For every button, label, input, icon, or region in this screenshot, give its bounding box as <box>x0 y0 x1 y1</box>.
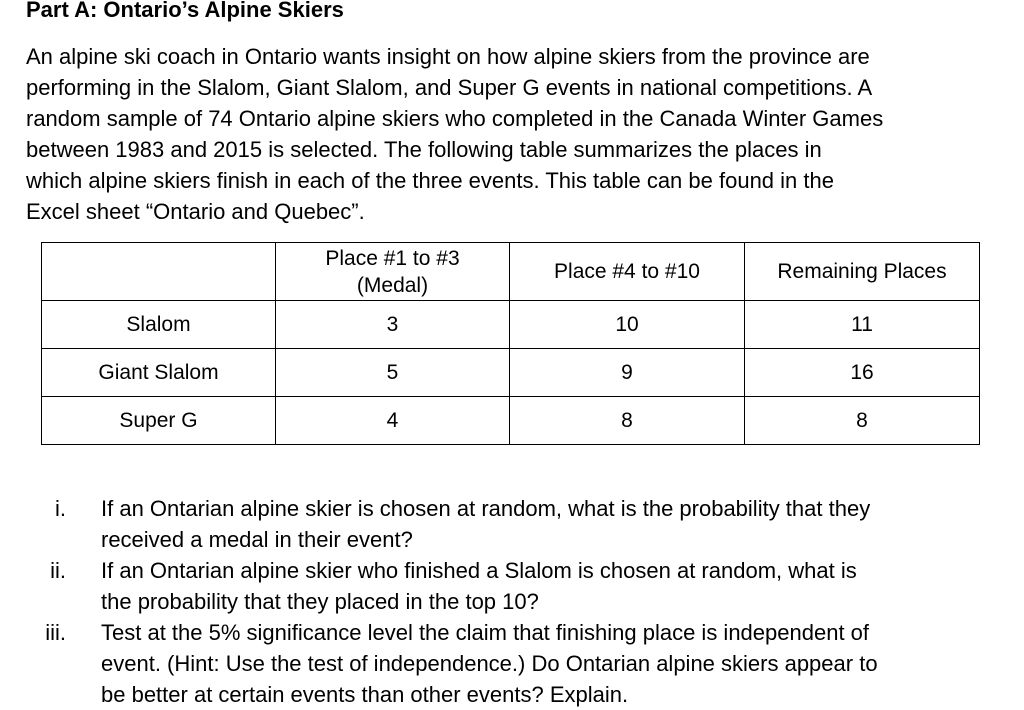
question-line: received a medal in their event? <box>101 527 413 552</box>
table-row <box>42 301 980 349</box>
table-row <box>42 349 980 397</box>
question-line: be better at certain events than other events? Explain. <box>101 682 629 707</box>
intro-line: Excel sheet “Ontario and Quebec”. <box>26 199 365 224</box>
table-cell: 8 <box>510 397 745 445</box>
question-line: the probability that they placed in the top 10? <box>101 589 539 614</box>
question-text <box>101 555 1001 617</box>
question-item <box>0 555 1024 617</box>
table-cell: 3 <box>276 301 510 349</box>
row-label: Giant Slalom <box>42 349 276 397</box>
question-number: i. <box>55 496 66 521</box>
intro-line: performing in the Slalom, Giant Slalom, and Super G events in national competitions. A <box>26 75 873 100</box>
table-header-medal-sub: (Medal) <box>356 273 429 297</box>
table-header-remaining: Remaining Places <box>745 243 980 301</box>
table-header-medal-label: Place #1 to #3 <box>325 246 460 270</box>
table-cell: 5 <box>276 349 510 397</box>
table-cell: 16 <box>745 349 980 397</box>
table-cell: 8 <box>745 397 980 445</box>
intro-line: An alpine ski coach in Ontario wants insight on how alpine skiers from the province are <box>26 44 870 69</box>
table-header-medal <box>276 243 510 301</box>
table-cell: 10 <box>510 301 745 349</box>
table-cell: 4 <box>276 397 510 445</box>
question-number: iii. <box>45 620 66 645</box>
question-number: ii. <box>50 558 66 583</box>
table-header-row <box>42 243 980 301</box>
table-cell: 9 <box>510 349 745 397</box>
intro-paragraph <box>26 41 1016 227</box>
section-heading: Part A: Ontario’s Alpine Skiers <box>26 0 344 22</box>
question-text <box>101 493 1001 555</box>
table-header-place-4-10: Place #4 to #10 <box>510 243 745 301</box>
results-table <box>41 242 980 445</box>
question-line: If an Ontarian alpine skier is chosen at random, what is the probability that they <box>101 496 871 521</box>
table-header-empty <box>42 243 276 301</box>
intro-line: between 1983 and 2015 is selected. The following table summarizes the places in <box>26 137 822 162</box>
question-text <box>101 617 1001 710</box>
question-line: event. (Hint: Use the test of independence.) Do Ontarian alpine skiers appear to <box>101 651 878 676</box>
intro-line: which alpine skiers finish in each of the three events. This table can be found in the <box>26 168 834 193</box>
table-row <box>42 397 980 445</box>
table-cell: 11 <box>745 301 980 349</box>
question-line: Test at the 5% significance level the claim that finishing place is independent of <box>101 620 870 645</box>
question-item <box>0 493 1024 555</box>
question-list <box>0 493 1024 710</box>
intro-line: random sample of 74 Ontario alpine skiers who completed in the Canada Winter Games <box>26 106 884 131</box>
row-label: Slalom <box>42 301 276 349</box>
question-item <box>0 617 1024 710</box>
question-line: If an Ontarian alpine skier who finished a Slalom is chosen at random, what is <box>101 558 857 583</box>
row-label: Super G <box>42 397 276 445</box>
